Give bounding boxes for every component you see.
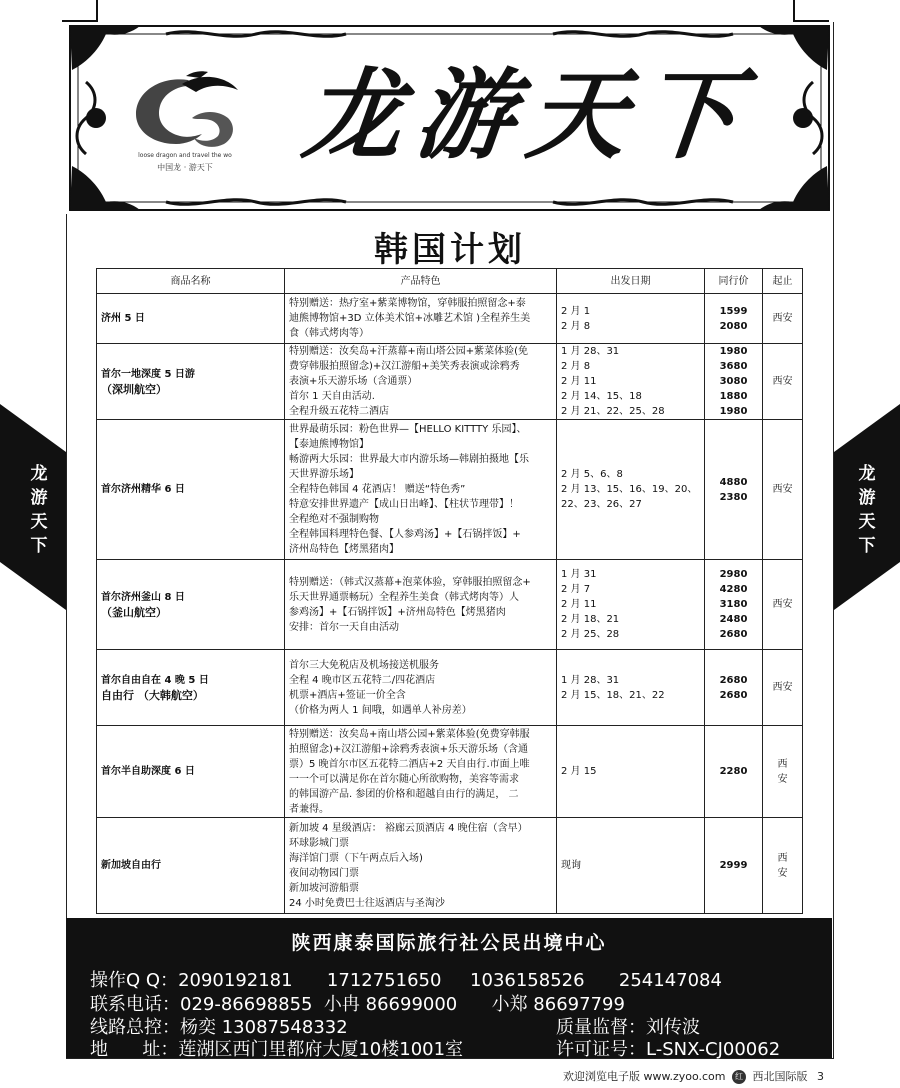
product-name-cell: [97, 818, 285, 914]
departure-date: 2 月 5、6、8: [561, 469, 623, 480]
qq-numbers: 2090192181 1712751650 1036158526 254147084: [178, 970, 722, 991]
table-row: [97, 818, 803, 914]
departure-date: 2 月 11: [561, 599, 597, 610]
feature-line: （价格为两人 1 间哦，如遇单人补房差）: [289, 704, 472, 716]
address-label: 地 址：: [90, 1039, 179, 1060]
price-value: 3680: [719, 361, 748, 372]
quality-value: 刘传波: [646, 1017, 700, 1038]
feature-line: 特别赠送：汝矣岛+汗蒸幕+南山塔公园+紫菜体验(免: [289, 346, 529, 357]
feature-line: 天世界游乐场】: [289, 469, 359, 480]
price-value: 2680: [719, 674, 748, 686]
side-tab-right: [834, 404, 900, 610]
crop-mark-left: [62, 0, 98, 22]
license-line: [556, 1035, 780, 1061]
logo-tagline-en: loose dragon and travel the wo: [138, 152, 232, 159]
price-value: 2680: [719, 629, 748, 640]
feature-line: 拍照留念)+汉江游船+涂鸦秀表演+乐天游乐场（含通: [289, 743, 529, 755]
departure-date: 现询: [561, 860, 581, 871]
origin-cell: [763, 650, 803, 726]
feature-line: 24 小时免费巴士往返酒店与圣淘沙: [289, 897, 445, 909]
product-subtitle: 自由行 （大韩航空）: [101, 688, 204, 702]
departure-date: 1 月 28、31: [561, 346, 620, 357]
product-name: 首尔自由自在 4 晚 5 日: [101, 674, 209, 686]
price-cell: [705, 560, 763, 650]
qq-label: 操作Q Q：: [90, 970, 179, 991]
departure-dates-cell: [557, 294, 705, 344]
agency-name: 陕西康泰国际旅行社公民出境中心: [291, 932, 607, 954]
col-header-name: 商品名称: [97, 269, 285, 294]
departure-dates-cell: [557, 818, 705, 914]
product-name-cell: [97, 726, 285, 818]
price-value: 2280: [719, 766, 748, 777]
col-header-dates: 出发日期: [557, 269, 705, 294]
price-cell: [705, 650, 763, 726]
product-features-cell: [285, 560, 557, 650]
product-name: 新加坡自由行: [101, 860, 161, 871]
product-name-cell: [97, 420, 285, 560]
price-value: 4280: [719, 584, 748, 595]
departure-date: 2 月 11: [561, 376, 597, 387]
price-cell: [705, 294, 763, 344]
feature-line: 新加坡河游船票: [289, 882, 359, 894]
product-name: 首尔济州精华 6 日: [101, 484, 185, 495]
departure-date: 2 月 21、22、25、28: [561, 406, 665, 417]
price-value: 2680: [719, 689, 748, 701]
feature-line: 世界最萌乐园：粉色世界—【HELLO KITTTY 乐园】、: [289, 424, 527, 435]
price-value: 1599: [719, 305, 748, 317]
table-row: [97, 650, 803, 726]
feature-line: 环球影城门票: [289, 837, 349, 849]
address-value: 莲湖区西门里都府大厦10楼1001室: [178, 1039, 464, 1060]
product-name: 济州 5 日: [101, 313, 145, 324]
feature-line: 首尔 1 天自由活动.: [289, 391, 375, 402]
section-name: 西北国际版: [752, 1070, 808, 1083]
feature-line: 海洋馆门票（下午两点后入场): [289, 852, 423, 864]
route-label: 线路总控：: [90, 1017, 180, 1038]
table-row: [97, 420, 803, 560]
origin-value: 西 安: [777, 758, 788, 785]
feature-line: 机票+酒店+签证一价全含: [289, 689, 406, 701]
phone-values: 029-86698855 小冉 86699000 小郑 86697799: [180, 994, 625, 1015]
feature-line: 全程绝对不强制购物: [289, 514, 379, 525]
departure-dates-cell: [557, 726, 705, 818]
phone-label: 联系电话：: [90, 994, 180, 1015]
feature-line: 迪熊博物馆+3D 立体美术馆+冰雕艺术馆 )全程养生美: [289, 313, 531, 324]
product-name: 首尔半自助深度 6 日: [101, 766, 195, 777]
departure-date: 2 月 15、18、21、22: [561, 689, 665, 701]
product-table: [96, 268, 803, 914]
feature-line: 【泰迪熊博物馆】: [289, 439, 369, 450]
table-header-row: [97, 269, 803, 294]
departure-date: 2 月 25、28: [561, 629, 620, 640]
departure-dates-cell: [557, 344, 705, 420]
qq-line: [90, 966, 722, 992]
price-value: 2380: [719, 491, 748, 503]
feature-line: 全程特色韩国 4 花酒店！ 赠送“特色秀”: [289, 484, 466, 495]
feature-line: 全程升级五花特二酒店: [289, 406, 389, 417]
route-value: 杨奕 13087548332: [180, 1017, 348, 1038]
feature-line: 新加坡 4 星级酒店： 裕廊云顶酒店 4 晚住宿（含早）: [289, 822, 528, 834]
product-features-cell: [285, 420, 557, 560]
price-value: 1880: [719, 391, 748, 402]
price-value: 2480: [719, 614, 748, 625]
price-value: 2999: [719, 860, 748, 871]
table-row: [97, 344, 803, 420]
col-header-features: 产品特色: [285, 269, 557, 294]
product-name-cell: [97, 560, 285, 650]
feature-line: 的韩国游产品. 参团的价格和超越自由行的满足， 二: [289, 788, 519, 800]
departure-date: 2 月 8: [561, 361, 591, 372]
price-value: 4880: [719, 476, 748, 488]
price-value: 3180: [719, 599, 748, 610]
price-cell: [705, 420, 763, 560]
feature-line: 特别赠送：热疗室+紫菜博物馆，穿韩服拍照留念+泰: [289, 298, 526, 309]
feature-line: 首尔三大免税店及机场接送机服务: [289, 659, 439, 671]
origin-cell: [763, 560, 803, 650]
site-text: 欢迎浏览电子版 www.zyoo.com: [562, 1070, 726, 1083]
departure-date: 2 月 13、15、16、19、20、: [561, 484, 698, 495]
product-name-cell: [97, 294, 285, 344]
departure-dates-cell: [557, 560, 705, 650]
feature-line: 济州岛特色【烤黑猪肉】: [289, 544, 399, 555]
product-features-cell: [285, 726, 557, 818]
origin-cell: [763, 294, 803, 344]
price-cell: [705, 726, 763, 818]
bottom-bar: [563, 1068, 824, 1084]
feature-line: 特别赠送：汝矣岛+南山塔公园+紫菜体验(免费穿韩服: [289, 728, 530, 740]
feature-line: 参鸡汤】+【石锅拌饭】+济州岛特色【烤黑猪肉: [289, 606, 506, 618]
product-features-cell: [285, 650, 557, 726]
dragon-logo-icon: [126, 70, 244, 152]
side-tab-left-text: 龙 游 天 下: [30, 464, 48, 556]
origin-cell: [763, 726, 803, 818]
price-value: 2080: [719, 320, 748, 332]
license-value: L-SNX-CJ00062: [646, 1039, 781, 1060]
departure-date: 2 月 8: [561, 320, 591, 332]
departure-date: 2 月 7: [561, 584, 591, 595]
feature-line: 者兼得。: [289, 803, 329, 815]
brand-title: 龙游天下: [297, 58, 759, 173]
feature-line: 特意安排世界遗产【成山日出峰】、【柱状节理带】！: [289, 499, 519, 510]
contact-footer: [66, 918, 832, 1058]
departure-date: 2 月 14、15、18: [561, 391, 642, 402]
col-header-price: 同行价: [705, 269, 763, 294]
origin-value: 西安: [772, 376, 793, 387]
product-name: 首尔一地深度 5 日游: [101, 368, 195, 380]
license-label: 许可证号：: [556, 1039, 646, 1060]
product-features-cell: [285, 818, 557, 914]
feature-line: 夜间动物园门票: [289, 867, 359, 879]
feature-line: 一一个可以满足你在首尔随心所欲购物，美容等需求: [289, 773, 519, 785]
table-row: [97, 560, 803, 650]
page-title: 韩国计划: [374, 230, 526, 270]
origin-cell: [763, 818, 803, 914]
departure-date: 2 月 18、21: [561, 614, 620, 625]
price-value: 1980: [719, 346, 748, 357]
price-value: 2980: [719, 569, 748, 580]
feature-line: 全程 4 晚市区五花特二/四花酒店: [289, 674, 436, 686]
origin-value: 西安: [772, 682, 793, 693]
page-number: 3: [817, 1070, 824, 1083]
table-row: [97, 726, 803, 818]
product-name: 首尔济州釜山 8 日: [101, 591, 185, 603]
quality-label: 质量监督：: [556, 1017, 646, 1038]
side-tab-left: [0, 404, 66, 610]
product-features-cell: [285, 294, 557, 344]
origin-value: 西安: [772, 599, 793, 610]
departure-date: 22、23、26、27: [561, 499, 642, 510]
product-name-cell: [97, 650, 285, 726]
feature-line: 乐天世界通票畅玩）全程养生美食（韩式烤肉等）人: [289, 591, 519, 603]
origin-cell: [763, 344, 803, 420]
crop-mark-right: [793, 0, 829, 22]
product-name-cell: [97, 344, 285, 420]
feature-line: 全程韩国料理特色餐、【人参鸡汤】+【石锅拌饭】+: [289, 529, 521, 540]
origin-value: 西安: [772, 313, 793, 324]
product-features-cell: [285, 344, 557, 420]
departure-date: 1 月 28、31: [561, 674, 620, 686]
logo-tagline-cn: 中国龙 · 游天下: [157, 163, 213, 172]
feature-line: 特别赠送：（韩式汉蒸幕+泡菜体验，穿韩服拍照留念+: [289, 576, 531, 588]
price-value: 1980: [719, 406, 748, 417]
departure-date: 1 月 31: [561, 569, 597, 580]
side-tab-right-text: 龙 游 天 下: [858, 464, 876, 556]
product-subtitle: （深圳航空）: [101, 382, 167, 396]
product-subtitle: （釜山航空）: [101, 605, 167, 619]
red-badge: 红: [732, 1070, 746, 1084]
feature-line: 畅游两大乐园：世界最大市内游乐场—韩剧拍摄地【乐: [289, 454, 529, 465]
feature-line: 票）5 晚首尔市区五花特二酒店+2 天自由行.市面上唯: [289, 758, 530, 770]
departure-dates-cell: [557, 420, 705, 560]
departure-date: 2 月 1: [561, 305, 591, 317]
feature-line: 费穿韩服拍照留念)+汉江游船+美笑秀表演或涂鸦秀: [289, 361, 520, 372]
feature-line: 安排：首尔一天自由活动: [289, 621, 399, 633]
departure-dates-cell: [557, 650, 705, 726]
col-header-origin: 起止: [763, 269, 803, 294]
departure-date: 2 月 15: [561, 766, 597, 777]
price-cell: [705, 818, 763, 914]
origin-cell: [763, 420, 803, 560]
dragon-logo: [126, 70, 244, 180]
address-line: [90, 1035, 463, 1061]
feature-line: 食（韩式烤肉等）: [289, 328, 369, 339]
price-cell: [705, 344, 763, 420]
table-row: [97, 294, 803, 344]
origin-value: 西安: [772, 484, 793, 495]
feature-line: 表演+乐天游乐场（含通票）: [289, 376, 418, 387]
origin-value: 西 安: [777, 852, 788, 879]
price-value: 3080: [719, 376, 748, 387]
